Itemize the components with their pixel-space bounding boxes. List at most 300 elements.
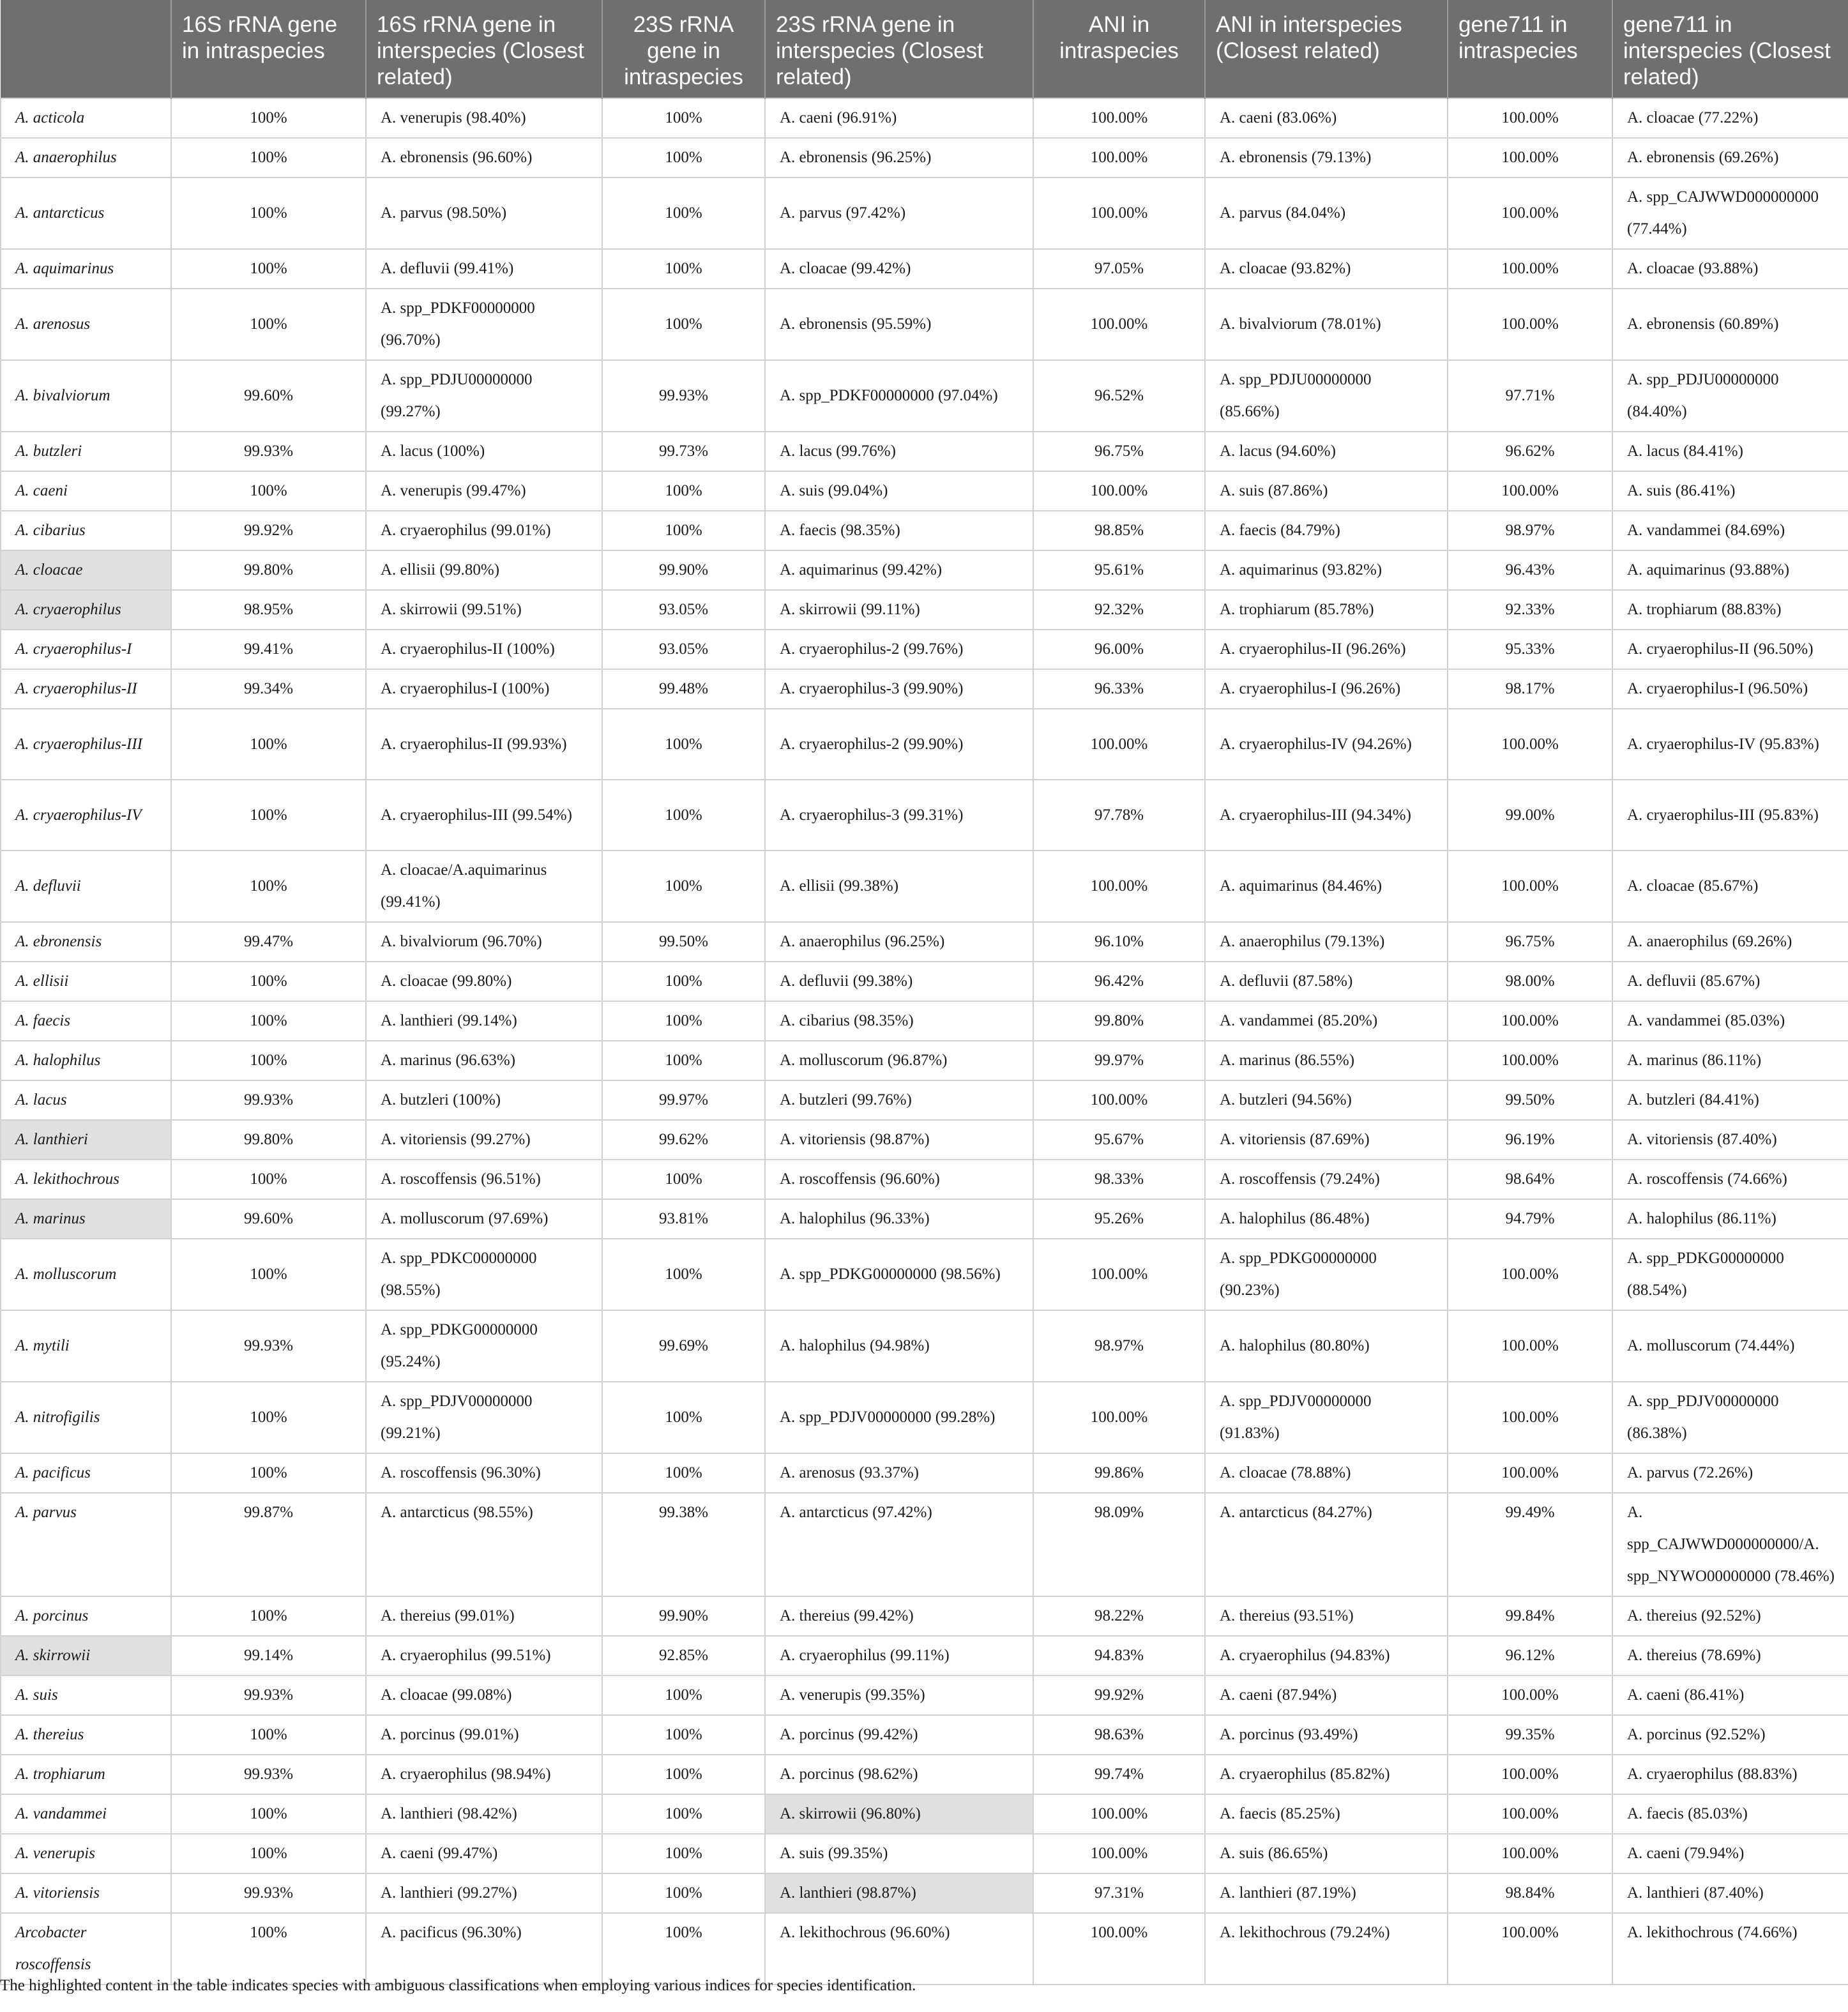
cell-ani-inter: A. cryaerophilus-III (94.34%) — [1205, 780, 1448, 851]
cell-s23-intra: 99.48% — [602, 669, 765, 709]
cell-ani-inter: A. vitoriensis (87.69%) — [1205, 1120, 1448, 1160]
cell-g711-inter: A. suis (86.41%) — [1612, 471, 1848, 511]
cell-s16-intra: 100% — [171, 1041, 366, 1080]
cell-species: A. parvus — [1, 1493, 171, 1596]
cell-species: A. cibarius — [1, 511, 171, 550]
cell-s23-intra: 100% — [602, 1041, 765, 1080]
cell-s16-inter: A. vitoriensis (99.27%) — [366, 1120, 602, 1160]
header-ani-intra: ANI in intraspecies — [1033, 0, 1205, 98]
header-gene711-inter: gene711 in interspecies (Closest related) — [1612, 0, 1848, 98]
cell-g711-inter: A. ebronensis (69.26%) — [1612, 138, 1848, 178]
cell-g711-inter: A. cryaerophilus-I (96.50%) — [1612, 669, 1848, 709]
cell-ani-intra: 100.00% — [1033, 1834, 1205, 1873]
cell-ani-inter: A. ebronensis (79.13%) — [1205, 138, 1448, 178]
cell-s23-inter: A. skirrowii (99.11%) — [765, 590, 1033, 630]
cell-s23-inter: A. spp_PDKG00000000 (98.56%) — [765, 1239, 1033, 1310]
cell-ani-inter: A. caeni (87.94%) — [1205, 1675, 1448, 1715]
cell-species: A. faecis — [1, 1001, 171, 1041]
cell-s23-inter: A. faecis (98.35%) — [765, 511, 1033, 550]
cell-s16-intra: 100% — [171, 249, 366, 289]
cell-ani-inter: A. parvus (84.04%) — [1205, 178, 1448, 249]
cell-g711-intra: 98.84% — [1448, 1873, 1612, 1913]
cell-ani-inter: A. cryaerophilus-IV (94.26%) — [1205, 709, 1448, 780]
cell-s23-intra: 93.05% — [602, 630, 765, 669]
cell-s23-intra: 100% — [602, 1715, 765, 1755]
cell-g711-inter: A. porcinus (92.52%) — [1612, 1715, 1848, 1755]
table-row — [1, 780, 1848, 851]
cell-s16-inter: A. venerupis (99.47%) — [366, 471, 602, 511]
cell-g711-intra: 99.35% — [1448, 1715, 1612, 1755]
cell-species: A. antarcticus — [1, 178, 171, 249]
cell-s16-inter: A. antarcticus (98.55%) — [366, 1493, 602, 1596]
cell-ani-intra: 96.52% — [1033, 360, 1205, 432]
cell-s23-inter: A. caeni (96.91%) — [765, 98, 1033, 138]
cell-g711-intra: 96.19% — [1448, 1120, 1612, 1160]
cell-s23-intra: 100% — [602, 1873, 765, 1913]
table-row — [1, 1080, 1848, 1120]
cell-s23-inter: A. halophilus (94.98%) — [765, 1310, 1033, 1382]
cell-s16-inter: A. thereius (99.01%) — [366, 1596, 602, 1636]
cell-g711-intra: 92.33% — [1448, 590, 1612, 630]
cell-species: A. defluvii — [1, 851, 171, 922]
cell-g711-inter: A. spp_CAJWWD000000000/A. spp_NYWO00000000 (78.46%) — [1612, 1493, 1848, 1596]
cell-ani-intra: 97.05% — [1033, 249, 1205, 289]
cell-s23-inter: A. cibarius (98.35%) — [765, 1001, 1033, 1041]
cell-s23-inter: A. porcinus (98.62%) — [765, 1755, 1033, 1794]
cell-s23-inter: A. suis (99.04%) — [765, 471, 1033, 511]
cell-s16-intra: 100% — [171, 1239, 366, 1310]
cell-s23-inter: A. cryaerophilus-3 (99.90%) — [765, 669, 1033, 709]
cell-ani-inter: A. faecis (85.25%) — [1205, 1794, 1448, 1834]
cell-s23-inter: A. molluscorum (96.87%) — [765, 1041, 1033, 1080]
cell-species: A. arenosus — [1, 289, 171, 360]
cell-s23-intra: 99.90% — [602, 550, 765, 590]
cell-s23-intra: 99.90% — [602, 1596, 765, 1636]
cell-g711-inter: A. vandammei (85.03%) — [1612, 1001, 1848, 1041]
cell-s16-inter: A. cryaerophilus-II (100%) — [366, 630, 602, 669]
cell-s16-inter: A. defluvii (99.41%) — [366, 249, 602, 289]
cell-ani-inter: A. defluvii (87.58%) — [1205, 962, 1448, 1001]
cell-s16-inter: A. roscoffensis (96.51%) — [366, 1160, 602, 1199]
table-row — [1, 550, 1848, 590]
cell-s23-intra: 99.97% — [602, 1080, 765, 1120]
cell-s23-inter: A. cryaerophilus (99.11%) — [765, 1636, 1033, 1675]
cell-g711-intra: 95.33% — [1448, 630, 1612, 669]
cell-species: A. venerupis — [1, 1834, 171, 1873]
cell-s23-inter: A. ellisii (99.38%) — [765, 851, 1033, 922]
cell-g711-inter: A. spp_PDKG00000000 (88.54%) — [1612, 1239, 1848, 1310]
cell-s16-intra: 100% — [171, 1715, 366, 1755]
cell-s23-inter: A. lacus (99.76%) — [765, 432, 1033, 471]
cell-ani-intra: 99.86% — [1033, 1453, 1205, 1493]
cell-ani-intra: 100.00% — [1033, 1382, 1205, 1453]
cell-ani-inter: A. cryaerophilus-II (96.26%) — [1205, 630, 1448, 669]
cell-s16-inter: A. cloacae (99.80%) — [366, 962, 602, 1001]
cell-s16-inter: A. lanthieri (99.14%) — [366, 1001, 602, 1041]
cell-species: A. cryaerophilus-IV — [1, 780, 171, 851]
cell-species: A. vitoriensis — [1, 1873, 171, 1913]
cell-ani-inter: A. suis (86.65%) — [1205, 1834, 1448, 1873]
cell-s23-intra: 99.50% — [602, 922, 765, 962]
cell-g711-inter: A. lanthieri (87.40%) — [1612, 1873, 1848, 1913]
table-row — [1, 1715, 1848, 1755]
cell-ani-intra: 100.00% — [1033, 1080, 1205, 1120]
cell-ani-intra: 97.78% — [1033, 780, 1205, 851]
cell-s23-inter: A. spp_PDKF00000000 (97.04%) — [765, 360, 1033, 432]
cell-s23-inter: A. spp_PDJV00000000 (99.28%) — [765, 1382, 1033, 1453]
cell-s16-intra: 99.93% — [171, 1080, 366, 1120]
cell-ani-inter: A. marinus (86.55%) — [1205, 1041, 1448, 1080]
cell-s16-intra: 100% — [171, 1160, 366, 1199]
cell-s16-intra: 100% — [171, 138, 366, 178]
cell-s23-intra: 100% — [602, 289, 765, 360]
cell-s16-inter: A. molluscorum (97.69%) — [366, 1199, 602, 1239]
cell-s23-intra: 99.93% — [602, 360, 765, 432]
cell-g711-inter: A. lacus (84.41%) — [1612, 432, 1848, 471]
cell-s16-inter: A. spp_PDJU00000000 (99.27%) — [366, 360, 602, 432]
cell-ani-intra: 96.33% — [1033, 669, 1205, 709]
cell-g711-intra: 100.00% — [1448, 1310, 1612, 1382]
cell-g711-inter: A. ebronensis (60.89%) — [1612, 289, 1848, 360]
cell-g711-inter: A. aquimarinus (93.88%) — [1612, 550, 1848, 590]
cell-ani-intra: 100.00% — [1033, 851, 1205, 922]
cell-species: A. acticola — [1, 98, 171, 138]
cell-s23-inter: A. arenosus (93.37%) — [765, 1453, 1033, 1493]
cell-ani-inter: A. cryaerophilus-I (96.26%) — [1205, 669, 1448, 709]
cell-s16-inter: A. spp_PDJV00000000 (99.21%) — [366, 1382, 602, 1453]
cell-s16-intra: 100% — [171, 1596, 366, 1636]
cell-ani-inter: A. trophiarum (85.78%) — [1205, 590, 1448, 630]
cell-s23-inter: A. skirrowii (96.80%) — [765, 1794, 1033, 1834]
cell-g711-inter: A. anaerophilus (69.26%) — [1612, 922, 1848, 962]
cell-s23-inter: A. aquimarinus (99.42%) — [765, 550, 1033, 590]
cell-s23-intra: 100% — [602, 138, 765, 178]
cell-s16-intra: 100% — [171, 471, 366, 511]
cell-g711-intra: 100.00% — [1448, 1913, 1612, 1985]
table-row — [1, 630, 1848, 669]
table-row — [1, 1493, 1848, 1596]
table-row — [1, 98, 1848, 138]
cell-s23-intra: 100% — [602, 1794, 765, 1834]
cell-s16-inter: A. lanthieri (99.27%) — [366, 1873, 602, 1913]
cell-g711-inter: A. spp_PDJV00000000 (86.38%) — [1612, 1382, 1848, 1453]
cell-g711-intra: 100.00% — [1448, 1239, 1612, 1310]
cell-species: A. aquimarinus — [1, 249, 171, 289]
cell-g711-intra: 99.00% — [1448, 780, 1612, 851]
cell-s16-inter: A. skirrowii (99.51%) — [366, 590, 602, 630]
cell-species: A. molluscorum — [1, 1239, 171, 1310]
cell-s16-inter: A. bivalviorum (96.70%) — [366, 922, 602, 962]
cell-species: A. pacificus — [1, 1453, 171, 1493]
cell-s16-inter: A. butzleri (100%) — [366, 1080, 602, 1120]
cell-s23-intra: 100% — [602, 98, 765, 138]
cell-ani-intra: 99.92% — [1033, 1675, 1205, 1715]
cell-ani-inter: A. aquimarinus (84.46%) — [1205, 851, 1448, 922]
cell-s16-intra: 99.92% — [171, 511, 366, 550]
cell-g711-intra: 99.49% — [1448, 1493, 1612, 1596]
cell-g711-inter: A. trophiarum (88.83%) — [1612, 590, 1848, 630]
cell-species: A. caeni — [1, 471, 171, 511]
cell-s16-inter: A. spp_PDKG00000000 (95.24%) — [366, 1310, 602, 1382]
cell-s23-intra: 100% — [602, 249, 765, 289]
cell-g711-intra: 96.62% — [1448, 432, 1612, 471]
cell-s23-intra: 100% — [602, 511, 765, 550]
cell-species: A. ebronensis — [1, 922, 171, 962]
cell-s23-intra: 100% — [602, 1382, 765, 1453]
cell-g711-inter: A. vandammei (84.69%) — [1612, 511, 1848, 550]
cell-s16-intra: 100% — [171, 98, 366, 138]
cell-s23-intra: 100% — [602, 1755, 765, 1794]
cell-s16-intra: 99.80% — [171, 1120, 366, 1160]
table-row — [1, 432, 1848, 471]
table-row — [1, 138, 1848, 178]
cell-ani-intra: 98.97% — [1033, 1310, 1205, 1382]
table-row — [1, 1794, 1848, 1834]
cell-species: A. halophilus — [1, 1041, 171, 1080]
cell-g711-intra: 100.00% — [1448, 1041, 1612, 1080]
cell-species: Arcobacter roscoffensis — [1, 1913, 171, 1985]
cell-s16-intra: 99.93% — [171, 1873, 366, 1913]
table-row — [1, 1001, 1848, 1041]
cell-s16-inter: A. ebronensis (96.60%) — [366, 138, 602, 178]
cell-species: A. skirrowii — [1, 1636, 171, 1675]
cell-ani-inter: A. aquimarinus (93.82%) — [1205, 550, 1448, 590]
cell-g711-inter: A. butzleri (84.41%) — [1612, 1080, 1848, 1120]
cell-s16-inter: A. cryaerophilus (99.01%) — [366, 511, 602, 550]
cell-g711-intra: 100.00% — [1448, 1794, 1612, 1834]
table-row — [1, 1636, 1848, 1675]
cell-g711-intra: 98.64% — [1448, 1160, 1612, 1199]
cell-s23-inter: A. butzleri (99.76%) — [765, 1080, 1033, 1120]
cell-ani-intra: 94.83% — [1033, 1636, 1205, 1675]
cell-g711-inter: A. marinus (86.11%) — [1612, 1041, 1848, 1080]
cell-ani-inter: A. thereius (93.51%) — [1205, 1596, 1448, 1636]
header-16s-intra: 16S rRNA gene in intraspecies — [171, 0, 366, 98]
cell-ani-intra: 97.31% — [1033, 1873, 1205, 1913]
cell-s23-inter: A. ebronensis (96.25%) — [765, 138, 1033, 178]
cell-species: A. cryaerophilus — [1, 590, 171, 630]
cell-g711-inter: A. halophilus (86.11%) — [1612, 1199, 1848, 1239]
table-body — [1, 98, 1848, 1985]
cell-s16-inter: A. spp_PDKC00000000 (98.55%) — [366, 1239, 602, 1310]
table-row — [1, 851, 1848, 922]
cell-s16-inter: A. cloacae/A.aquimarinus (99.41%) — [366, 851, 602, 922]
cell-s16-intra: 99.60% — [171, 360, 366, 432]
cell-g711-inter: A. caeni (86.41%) — [1612, 1675, 1848, 1715]
table-row — [1, 709, 1848, 780]
cell-ani-inter: A. spp_PDJU00000000 (85.66%) — [1205, 360, 1448, 432]
cell-s16-inter: A. venerupis (98.40%) — [366, 98, 602, 138]
cell-s23-intra: 93.05% — [602, 590, 765, 630]
cell-ani-inter: A. bivalviorum (78.01%) — [1205, 289, 1448, 360]
cell-s23-inter: A. defluvii (99.38%) — [765, 962, 1033, 1001]
cell-g711-intra: 94.79% — [1448, 1199, 1612, 1239]
cell-s16-intra: 99.41% — [171, 630, 366, 669]
cell-ani-intra: 100.00% — [1033, 289, 1205, 360]
cell-g711-intra: 100.00% — [1448, 1834, 1612, 1873]
table-footnote: The highlighted content in the table indicates species with ambiguous classifications when employing various indices for species identification. — [0, 1977, 916, 1994]
cell-s16-inter: A. cryaerophilus-III (99.54%) — [366, 780, 602, 851]
cell-g711-intra: 98.00% — [1448, 962, 1612, 1001]
cell-s16-intra: 98.95% — [171, 590, 366, 630]
cell-ani-intra: 100.00% — [1033, 709, 1205, 780]
cell-s23-inter: A. parvus (97.42%) — [765, 178, 1033, 249]
cell-ani-intra: 99.74% — [1033, 1755, 1205, 1794]
cell-species: A. nitrofigilis — [1, 1382, 171, 1453]
cell-s16-inter: A. caeni (99.47%) — [366, 1834, 602, 1873]
cell-s23-intra: 93.81% — [602, 1199, 765, 1239]
cell-species: A. thereius — [1, 1715, 171, 1755]
cell-ani-inter: A. lanthieri (87.19%) — [1205, 1873, 1448, 1913]
cell-g711-inter: A. thereius (78.69%) — [1612, 1636, 1848, 1675]
cell-g711-inter: A. spp_PDJU00000000 (84.40%) — [1612, 360, 1848, 432]
cell-s16-intra: 100% — [171, 1001, 366, 1041]
cell-s16-inter: A. pacificus (96.30%) — [366, 1913, 602, 1985]
cell-s23-inter: A. cryaerophilus-2 (99.90%) — [765, 709, 1033, 780]
header-gene711-intra: gene711 in intraspecies — [1448, 0, 1612, 98]
cell-species: A. lekithochrous — [1, 1160, 171, 1199]
cell-species: A. cryaerophilus-II — [1, 669, 171, 709]
cell-ani-intra: 99.97% — [1033, 1041, 1205, 1080]
cell-s23-intra: 100% — [602, 1453, 765, 1493]
cell-s16-intra: 100% — [171, 178, 366, 249]
cell-species: A. anaerophilus — [1, 138, 171, 178]
cell-ani-intra: 100.00% — [1033, 1913, 1205, 1985]
cell-s23-intra: 100% — [602, 1160, 765, 1199]
header-16s-inter: 16S rRNA gene in interspecies (Closest related) — [366, 0, 602, 98]
cell-g711-inter: A. faecis (85.03%) — [1612, 1794, 1848, 1834]
cell-g711-inter: A. cryaerophilus (88.83%) — [1612, 1755, 1848, 1794]
table-row — [1, 1382, 1848, 1453]
cell-ani-intra: 100.00% — [1033, 138, 1205, 178]
cell-ani-intra: 98.33% — [1033, 1160, 1205, 1199]
cell-species: A. porcinus — [1, 1596, 171, 1636]
cell-s23-inter: A. thereius (99.42%) — [765, 1596, 1033, 1636]
cell-g711-intra: 100.00% — [1448, 709, 1612, 780]
cell-s23-intra: 100% — [602, 1001, 765, 1041]
cell-species: A. trophiarum — [1, 1755, 171, 1794]
cell-species: A. butzleri — [1, 432, 171, 471]
cell-species: A. cloacae — [1, 550, 171, 590]
cell-s16-inter: A. cryaerophilus-II (99.93%) — [366, 709, 602, 780]
table-row — [1, 1675, 1848, 1715]
cell-g711-intra: 100.00% — [1448, 1675, 1612, 1715]
header-species — [1, 0, 171, 98]
cell-ani-intra: 98.63% — [1033, 1715, 1205, 1755]
cell-s23-inter: A. porcinus (99.42%) — [765, 1715, 1033, 1755]
cell-g711-inter: A. cryaerophilus-II (96.50%) — [1612, 630, 1848, 669]
cell-g711-inter: A. vitoriensis (87.40%) — [1612, 1120, 1848, 1160]
cell-s16-intra: 100% — [171, 709, 366, 780]
cell-g711-intra: 100.00% — [1448, 178, 1612, 249]
cell-s16-inter: A. cryaerophilus (98.94%) — [366, 1755, 602, 1794]
cell-g711-inter: A. parvus (72.26%) — [1612, 1453, 1848, 1493]
cell-s23-inter: A. suis (99.35%) — [765, 1834, 1033, 1873]
cell-species: A. vandammei — [1, 1794, 171, 1834]
cell-s16-inter: A. porcinus (99.01%) — [366, 1715, 602, 1755]
cell-s23-intra: 99.69% — [602, 1310, 765, 1382]
cell-ani-intra: 96.75% — [1033, 432, 1205, 471]
cell-ani-inter: A. cryaerophilus (85.82%) — [1205, 1755, 1448, 1794]
cell-ani-inter: A. butzleri (94.56%) — [1205, 1080, 1448, 1120]
cell-g711-intra: 100.00% — [1448, 249, 1612, 289]
cell-s16-inter: A. parvus (98.50%) — [366, 178, 602, 249]
cell-ani-inter: A. antarcticus (84.27%) — [1205, 1493, 1448, 1596]
cell-s16-intra: 100% — [171, 780, 366, 851]
cell-s16-inter: A. cryaerophilus-I (100%) — [366, 669, 602, 709]
cell-ani-intra: 100.00% — [1033, 1794, 1205, 1834]
cell-ani-inter: A. roscoffensis (79.24%) — [1205, 1160, 1448, 1199]
cell-species: A. cryaerophilus-III — [1, 709, 171, 780]
cell-species: A. ellisii — [1, 962, 171, 1001]
cell-s23-inter: A. roscoffensis (96.60%) — [765, 1160, 1033, 1199]
cell-ani-inter: A. vandammei (85.20%) — [1205, 1001, 1448, 1041]
cell-species: A. bivalviorum — [1, 360, 171, 432]
cell-s16-inter: A. spp_PDKF00000000 (96.70%) — [366, 289, 602, 360]
cell-s23-inter: A. cryaerophilus-2 (99.76%) — [765, 630, 1033, 669]
cell-g711-inter: A. thereius (92.52%) — [1612, 1596, 1848, 1636]
cell-g711-intra: 99.84% — [1448, 1596, 1612, 1636]
cell-ani-inter: A. spp_PDJV00000000 (91.83%) — [1205, 1382, 1448, 1453]
cell-species: A. cryaerophilus-I — [1, 630, 171, 669]
table-row — [1, 289, 1848, 360]
cell-s23-intra: 100% — [602, 962, 765, 1001]
cell-g711-intra: 100.00% — [1448, 1382, 1612, 1453]
table-row — [1, 962, 1848, 1001]
cell-s23-intra: 99.73% — [602, 432, 765, 471]
cell-g711-intra: 100.00% — [1448, 851, 1612, 922]
cell-s23-inter: A. anaerophilus (96.25%) — [765, 922, 1033, 962]
cell-g711-inter: A. cloacae (77.22%) — [1612, 98, 1848, 138]
cell-s16-intra: 100% — [171, 1913, 366, 1985]
cell-s23-intra: 100% — [602, 851, 765, 922]
cell-s23-intra: 100% — [602, 1675, 765, 1715]
cell-g711-inter: A. molluscorum (74.44%) — [1612, 1310, 1848, 1382]
cell-s16-intra: 99.80% — [171, 550, 366, 590]
cell-s23-inter: A. antarcticus (97.42%) — [765, 1493, 1033, 1596]
cell-g711-intra: 98.97% — [1448, 511, 1612, 550]
cell-s23-intra: 99.38% — [602, 1493, 765, 1596]
cell-ani-intra: 100.00% — [1033, 98, 1205, 138]
cell-ani-inter: A. caeni (83.06%) — [1205, 98, 1448, 138]
cell-s16-intra: 99.14% — [171, 1636, 366, 1675]
cell-ani-inter: A. faecis (84.79%) — [1205, 511, 1448, 550]
cell-s23-intra: 100% — [602, 471, 765, 511]
table-row — [1, 1239, 1848, 1310]
cell-ani-intra: 96.00% — [1033, 630, 1205, 669]
cell-g711-inter: A. spp_CAJWWD000000000 (77.44%) — [1612, 178, 1848, 249]
cell-g711-intra: 96.75% — [1448, 922, 1612, 962]
cell-ani-inter: A. lacus (94.60%) — [1205, 432, 1448, 471]
cell-s23-inter: A. vitoriensis (98.87%) — [765, 1120, 1033, 1160]
cell-s23-intra: 99.62% — [602, 1120, 765, 1160]
cell-ani-intra: 98.22% — [1033, 1596, 1205, 1636]
cell-s23-inter: A. cloacae (99.42%) — [765, 249, 1033, 289]
table-row — [1, 669, 1848, 709]
cell-ani-intra: 98.85% — [1033, 511, 1205, 550]
cell-species: A. lacus — [1, 1080, 171, 1120]
cell-ani-intra: 95.67% — [1033, 1120, 1205, 1160]
cell-s23-intra: 100% — [602, 780, 765, 851]
cell-ani-intra: 95.26% — [1033, 1199, 1205, 1239]
cell-g711-inter: A. caeni (79.94%) — [1612, 1834, 1848, 1873]
cell-g711-intra: 97.71% — [1448, 360, 1612, 432]
cell-ani-intra: 95.61% — [1033, 550, 1205, 590]
cell-g711-intra: 100.00% — [1448, 1001, 1612, 1041]
table-row — [1, 1120, 1848, 1160]
cell-s16-intra: 99.47% — [171, 922, 366, 962]
cell-s16-intra: 100% — [171, 851, 366, 922]
